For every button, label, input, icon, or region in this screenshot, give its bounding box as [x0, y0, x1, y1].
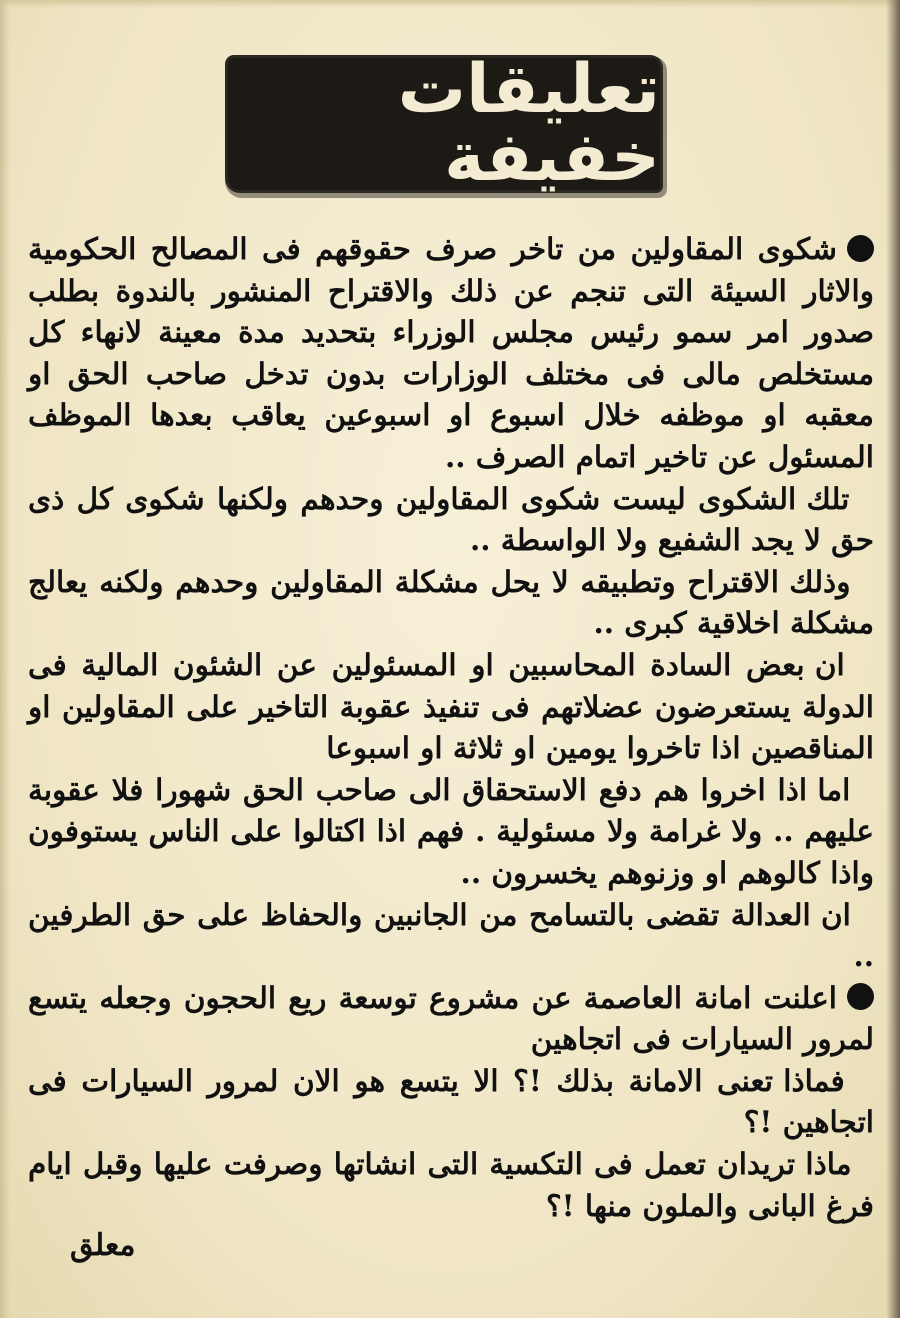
paragraph-text: تلك الشكوى ليست شكوى المقاولين وحدهم ولكنها شكوى كل ذى حق لا يجد الشفيع ولا الواسطة .. — [28, 480, 874, 558]
article-paragraph-6 — [28, 894, 874, 977]
article-body — [28, 228, 874, 1226]
paragraph-text: اعلنت امانة العاصمة عن مشروع توسعة ريع الحجون وجعله يتسع لمرور السيارات فى اتجاهين — [28, 979, 874, 1057]
paper-edge-left — [0, 0, 10, 1318]
bullet-icon — [847, 235, 874, 262]
paper-edge-top — [0, 0, 900, 8]
paper-edge-right — [886, 0, 900, 1318]
author-signature: معلق — [70, 1228, 136, 1263]
article-paragraph-7 — [28, 977, 874, 1060]
bullet-icon — [847, 983, 874, 1010]
article-paragraph-8 — [28, 1060, 874, 1143]
paragraph-text: شكوى المقاولين من تاخر صرف حقوقهم فى المصالح الحكومية والاثار السيئة التى تنجم عن ذلك والاقتراح المنشور بالندوة بطلب صدور امر سمو رئيس مجلس الوزراء بتحديد مدة معينة لانهاء كل مستخلص مالى فى مختلف الوزارات بدون تدخل صاحب الحق او معقبه او موظفه خلال اسبوع او اسبوعين يعاقب بعدها الموظف المسئول عن تاخير اتمام الصرف .. — [28, 231, 874, 474]
article-paragraph-1 — [28, 228, 874, 478]
article-paragraph-9 — [28, 1143, 874, 1226]
article-paragraph-5 — [28, 769, 874, 894]
paragraph-text: فماذا تعنى الامانة بذلك !؟ الا يتسع هو الان لمرور السيارات فى اتجاهين !؟ — [28, 1062, 874, 1140]
paragraph-text: اما اذا اخروا هم دفع الاستحقاق الى صاحب الحق شهورا فلا عقوبة عليهم .. ولا غرامة ولا مسئولية . فهم اذا اكتالوا على الناس يستوفون واذا كالوهم او وزنوهم يخسرون .. — [28, 771, 874, 890]
paragraph-text: ان بعض السادة المحاسبين او المسئولين عن الشئون المالية فى الدولة يستعرضون عضلاتهم فى تنفيذ عقوبة التاخير على المقاولين او المناقصين اذا تاخروا يومين او ثلاثة او اسبوعا — [28, 646, 874, 766]
paragraph-text: وذلك الاقتراح وتطبيقه لا يحل مشكلة المقاولين وحدهم ولكنه يعالج مشكلة اخلاقية كبرى .. — [28, 563, 874, 641]
article-paragraph-2 — [28, 478, 874, 561]
column-title: تعليقات خفيفة — [397, 50, 660, 197]
paragraph-text: ماذا تريدان تعمل فى التكسية التى انشاتها وصرفت عليها وقبل ايام فرغ البانى والملون منها !؟ — [28, 1146, 874, 1223]
paragraph-text: ان العدالة تقضى بالتسامح من الجانبين والحفاظ على حق الطرفين .. — [28, 896, 874, 974]
article-paragraph-4 — [28, 644, 874, 769]
article-paragraph-3 — [28, 561, 874, 644]
column-title-banner — [228, 50, 660, 197]
